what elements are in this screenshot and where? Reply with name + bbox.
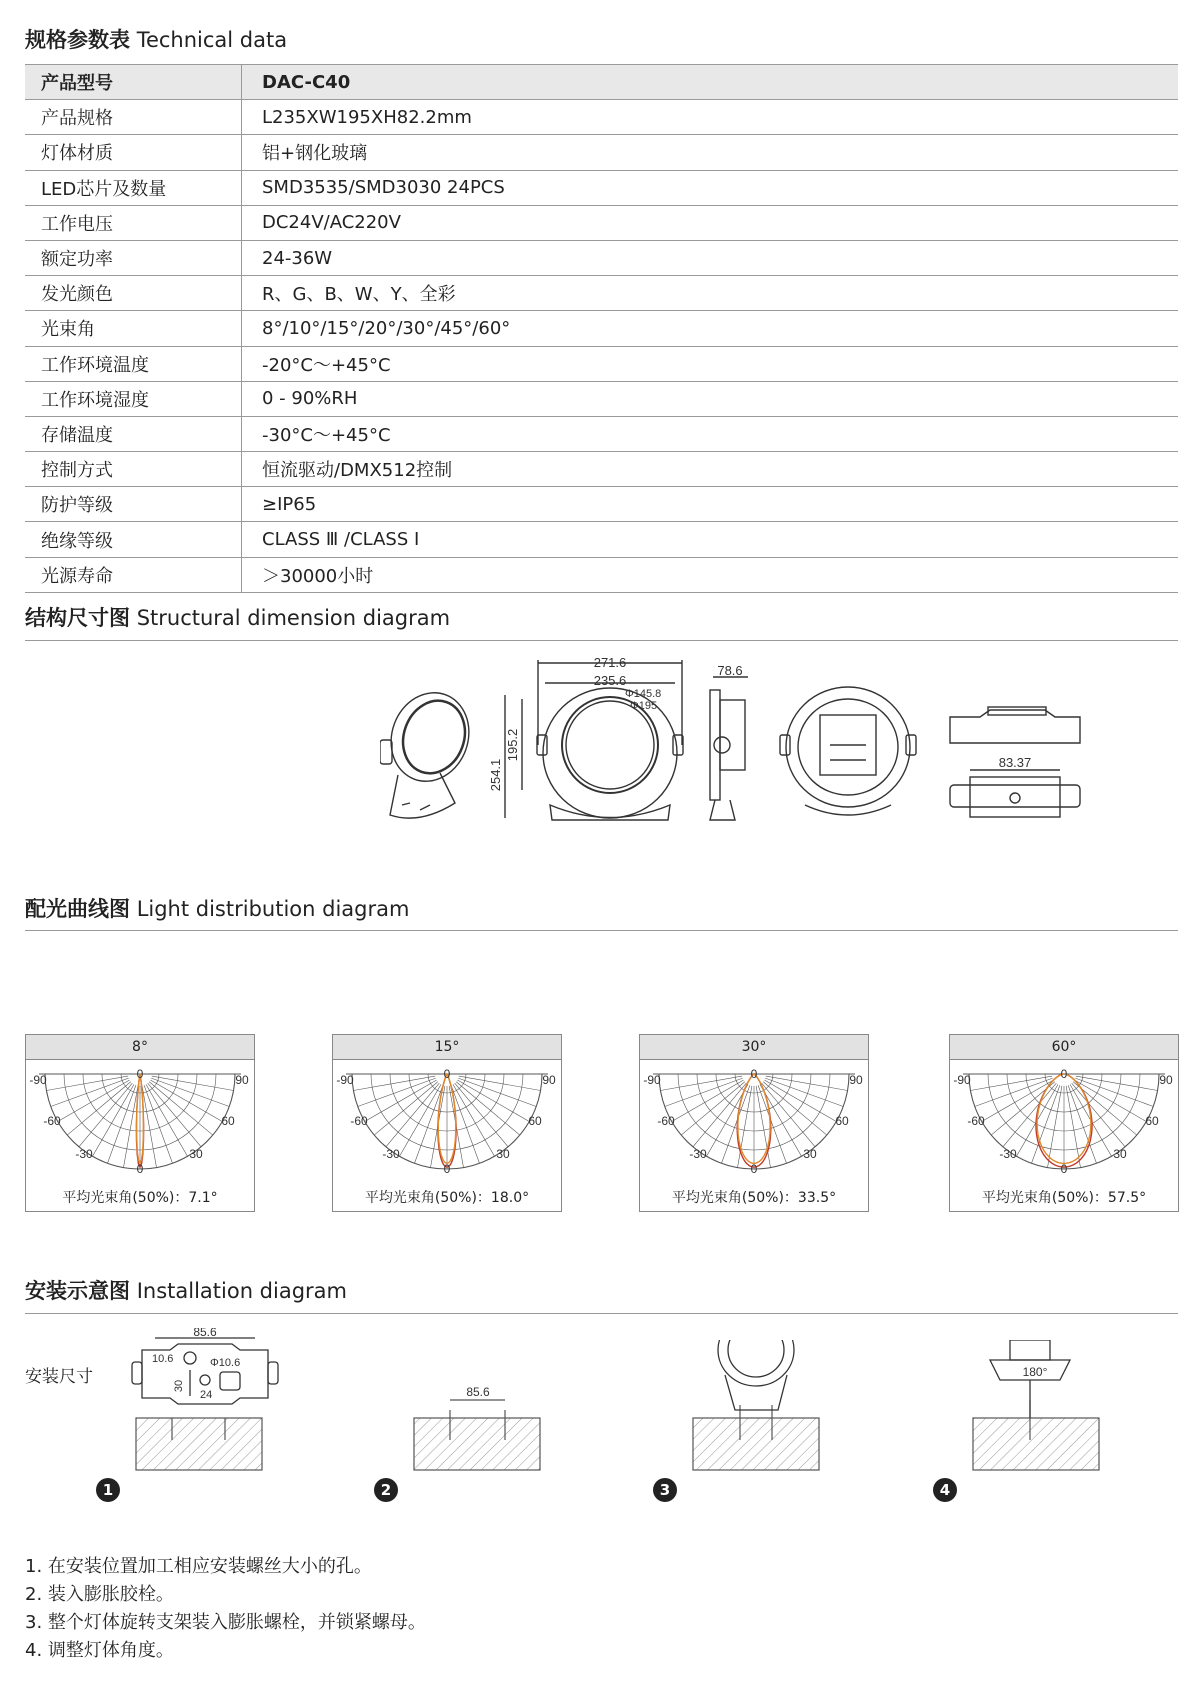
light-panel-60: [949, 1034, 1179, 1212]
tick-label-top-zero: 0: [443, 1067, 451, 1081]
install-dim-rotate: 180°: [1022, 1365, 1048, 1379]
polar-grid-spoke: [151, 1078, 229, 1106]
polar-grid-spoke: [148, 1083, 201, 1147]
spec-value: ＞30000小时: [242, 557, 1179, 592]
panel-avg-beam: 平均光束角(50%)：7.1°: [62, 1190, 218, 1206]
perspective-view: [380, 682, 481, 818]
spec-key: 光束角: [25, 311, 242, 346]
spec-key: 工作环境湿度: [25, 381, 242, 416]
tick-label-left90: -90: [953, 1073, 971, 1087]
polar-grid-spoke: [738, 1086, 752, 1168]
polar-grid-spoke: [149, 1082, 213, 1135]
tick-label-left30: -30: [999, 1147, 1017, 1161]
lamp-step-3: [718, 1340, 794, 1386]
polar-grid-spoke: [353, 1076, 435, 1090]
polar-grid-spoke: [1066, 1086, 1080, 1168]
panel-avg-beam: 平均光束角(50%)：57.5°: [981, 1190, 1147, 1206]
polar-grid-spoke: [665, 1078, 743, 1106]
tick-label-zero: 0: [443, 1162, 451, 1176]
step-number-2: 2: [374, 1478, 398, 1502]
dim-depth: 78.6: [717, 663, 743, 678]
spec-row: [25, 416, 1178, 451]
polar-grid-spoke: [79, 1083, 132, 1147]
tick-label-top-zero: 0: [1060, 1067, 1068, 1081]
technical-section-title: 规格参数表 Technical data: [25, 28, 288, 52]
light-panel-8: [25, 1034, 255, 1212]
spec-row: [25, 135, 1178, 170]
spec-row: [25, 276, 1178, 311]
install-section-title: 安装示意图 Installation diagram: [25, 1279, 347, 1303]
spec-row: [25, 170, 1178, 205]
spec-row: [25, 381, 1178, 416]
step-number-1: 1: [96, 1478, 120, 1502]
spec-value: L235XW195XH82.2mm: [242, 100, 1179, 135]
light-panel-15: [332, 1034, 562, 1212]
spec-key: 发光颜色: [25, 276, 242, 311]
spec-value: 恒流驱动/DMX512控制: [242, 452, 1179, 487]
structural-dimension-drawing: [380, 655, 1180, 855]
spec-value: DC24V/AC220V: [242, 205, 1179, 240]
spec-row: [25, 311, 1178, 346]
spec-key: 防护等级: [25, 487, 242, 522]
polar-grid-spoke: [1003, 1083, 1056, 1147]
polar-chart: [333, 1060, 561, 1180]
polar-grid-spoke: [459, 1076, 541, 1090]
panel-avg-beam: 平均光束角(50%)：33.5°: [671, 1190, 837, 1206]
panel-angle: 15°: [333, 1035, 561, 1060]
polar-grid-spoke: [766, 1076, 848, 1090]
spec-key: 控制方式: [25, 452, 242, 487]
tick-label-left60: -60: [43, 1114, 61, 1128]
panel-angle: 8°: [26, 1035, 254, 1060]
polar-grid-spoke: [386, 1083, 439, 1147]
tick-label-right30: 30: [496, 1147, 510, 1161]
tick-label-left60: -60: [657, 1114, 675, 1128]
wall-step-4: [973, 1418, 1099, 1470]
tick-label-right60: 60: [835, 1114, 849, 1128]
install-dim-spacing: 85.6: [466, 1385, 490, 1399]
polar-grid-spoke: [108, 1085, 136, 1163]
light-rule: [25, 930, 1178, 931]
spec-key: 工作电压: [25, 205, 242, 240]
tick-label-zero: 0: [1060, 1162, 1068, 1176]
install-step-2: 2. 装入膨胀胶栓。: [25, 1584, 174, 1605]
tick-label-right90: 90: [849, 1073, 863, 1087]
tick-label-right60: 60: [528, 1114, 542, 1128]
polar-grid-spoke: [458, 1078, 536, 1106]
polar-grid-spoke: [144, 1085, 172, 1163]
polar-grid-spoke: [1076, 1076, 1158, 1090]
spec-row: [25, 100, 1178, 135]
wall-step-1: [136, 1418, 262, 1470]
polar-grid-spoke: [51, 1078, 129, 1106]
tick-label-left30: -30: [689, 1147, 707, 1161]
polar-grid-spoke: [1048, 1086, 1062, 1168]
step-number-3: 3: [653, 1478, 677, 1502]
polar-grid-spoke: [765, 1078, 843, 1106]
polar-grid-spoke: [763, 1082, 827, 1135]
spec-value: CLASS Ⅲ /CLASS Ⅰ: [242, 522, 1179, 557]
polar-chart: [26, 1060, 254, 1180]
dim-dia-inner: Φ195: [630, 700, 658, 712]
install-dim-dia: Φ10.6: [210, 1357, 241, 1369]
tick-label-right90: 90: [235, 1073, 249, 1087]
polar-grid-spoke: [152, 1076, 234, 1090]
spec-row: [25, 346, 1178, 381]
polar-grid-spoke: [374, 1082, 438, 1135]
tick-label-right90: 90: [542, 1073, 556, 1087]
tick-label-top-zero: 0: [136, 1067, 144, 1081]
side-view: [710, 677, 748, 820]
spec-value: -30°C～+45°C: [242, 416, 1179, 451]
install-rule: [25, 1313, 1178, 1314]
spec-key: 存储温度: [25, 416, 242, 451]
polar-grid-spoke: [456, 1082, 520, 1135]
tick-label-right90: 90: [1159, 1073, 1173, 1087]
dim-body-width: 235.6: [593, 673, 627, 688]
tick-label-left90: -90: [643, 1073, 661, 1087]
spec-value: 24-36W: [242, 240, 1179, 275]
light-panel-30: [639, 1034, 869, 1212]
spec-row: [25, 522, 1178, 557]
polar-grid-spoke: [46, 1076, 128, 1090]
tick-label-left60: -60: [967, 1114, 985, 1128]
back-view: [780, 687, 916, 815]
step-number-4: 4: [933, 1478, 957, 1502]
tick-label-left30: -30: [75, 1147, 93, 1161]
dim-bracket: 83.37: [998, 755, 1032, 770]
polar-grid-spoke: [681, 1082, 745, 1135]
spec-row: [25, 65, 1178, 100]
install-step-1: 1. 在安装位置加工相应安装螺丝大小的孔。: [25, 1556, 372, 1577]
spec-value: -20°C～+45°C: [242, 346, 1179, 381]
spec-key: 灯体材质: [25, 135, 242, 170]
lamp-step-4: [1010, 1340, 1050, 1360]
spec-value: 0 - 90%RH: [242, 381, 1179, 416]
install-step-3: 3. 整个灯体旋转支架装入膨胀螺栓，并锁紧螺母。: [25, 1612, 426, 1633]
spec-key: 光源寿命: [25, 557, 242, 592]
spec-row: [25, 487, 1178, 522]
spec-value: 铝+钢化玻璃: [242, 135, 1179, 170]
spec-value: ≥IP65: [242, 487, 1179, 522]
spec-value: SMD3535/SMD3030 24PCS: [242, 170, 1179, 205]
tick-label-left90: -90: [29, 1073, 47, 1087]
spec-row: [25, 240, 1178, 275]
polar-grid-spoke: [970, 1076, 1052, 1090]
spec-value: R、G、B、W、Y、全彩: [242, 276, 1179, 311]
polar-grid-spoke: [722, 1085, 750, 1163]
tick-label-right60: 60: [221, 1114, 235, 1128]
tick-label-right30: 30: [803, 1147, 817, 1161]
tick-label-right30: 30: [189, 1147, 203, 1161]
polar-grid-spoke: [358, 1078, 436, 1106]
polar-grid-spoke: [758, 1085, 786, 1163]
install-dim-30: 30: [173, 1379, 185, 1393]
spec-key: 额定功率: [25, 240, 242, 275]
dim-dia-outer: Φ145.8: [625, 688, 662, 700]
installation-steps-list: [25, 1553, 426, 1665]
dim-height-total: 254.1: [488, 758, 503, 792]
spec-key: 绝缘等级: [25, 522, 242, 557]
spec-row: [25, 557, 1178, 592]
tick-label-left30: -30: [382, 1147, 400, 1161]
dim-height-body: 195.2: [505, 728, 520, 762]
spec-key: 工作环境温度: [25, 346, 242, 381]
install-dim-width: 85.6: [193, 1328, 217, 1339]
panel-avg-beam: 平均光束角(50%)：18.0°: [364, 1190, 530, 1206]
panel-angle: 60°: [950, 1035, 1178, 1060]
polar-chart: [950, 1060, 1178, 1180]
install-dim-hole: 10.6: [152, 1353, 174, 1365]
spec-key: 产品型号: [25, 65, 242, 100]
polar-grid-spoke: [756, 1086, 770, 1168]
dim-overall-width: 271.6: [593, 655, 627, 670]
tick-label-left90: -90: [336, 1073, 354, 1087]
install-step-4: 4. 调整灯体角度。: [25, 1640, 174, 1661]
spec-key: 产品规格: [25, 100, 242, 135]
polar-chart: [640, 1060, 868, 1180]
install-size-label: 安装尺寸: [25, 1367, 93, 1387]
polar-grid-spoke: [455, 1083, 508, 1147]
tick-label-right60: 60: [1145, 1114, 1159, 1128]
polar-grid-spoke: [1072, 1083, 1125, 1147]
tick-label-top-zero: 0: [750, 1067, 758, 1081]
structural-section-title: 结构尺寸图 Structural dimension diagram: [25, 606, 451, 630]
polar-grid-spoke: [67, 1082, 131, 1135]
light-section-title: 配光曲线图 Light distribution diagram: [25, 897, 410, 921]
wall-step-3: [693, 1418, 819, 1470]
spec-value: DAC-C40: [242, 65, 1179, 100]
structural-rule: [25, 640, 1178, 641]
tick-label-zero: 0: [136, 1162, 144, 1176]
spec-key: LED芯片及数量: [25, 170, 242, 205]
polar-grid-spoke: [660, 1076, 742, 1090]
wall-step-2: [414, 1418, 540, 1470]
spec-row: [25, 452, 1178, 487]
spec-row: [25, 205, 1178, 240]
installation-steps-drawing: [0, 1340, 1200, 1480]
tick-label-zero: 0: [750, 1162, 758, 1176]
spec-value: 8°/10°/15°/20°/30°/45°/60°: [242, 311, 1179, 346]
tick-label-left60: -60: [350, 1114, 368, 1128]
tick-label-right30: 30: [1113, 1147, 1127, 1161]
panel-angle: 30°: [640, 1035, 868, 1060]
install-dim-24: 24: [200, 1389, 213, 1401]
spec-table: [25, 64, 1178, 593]
